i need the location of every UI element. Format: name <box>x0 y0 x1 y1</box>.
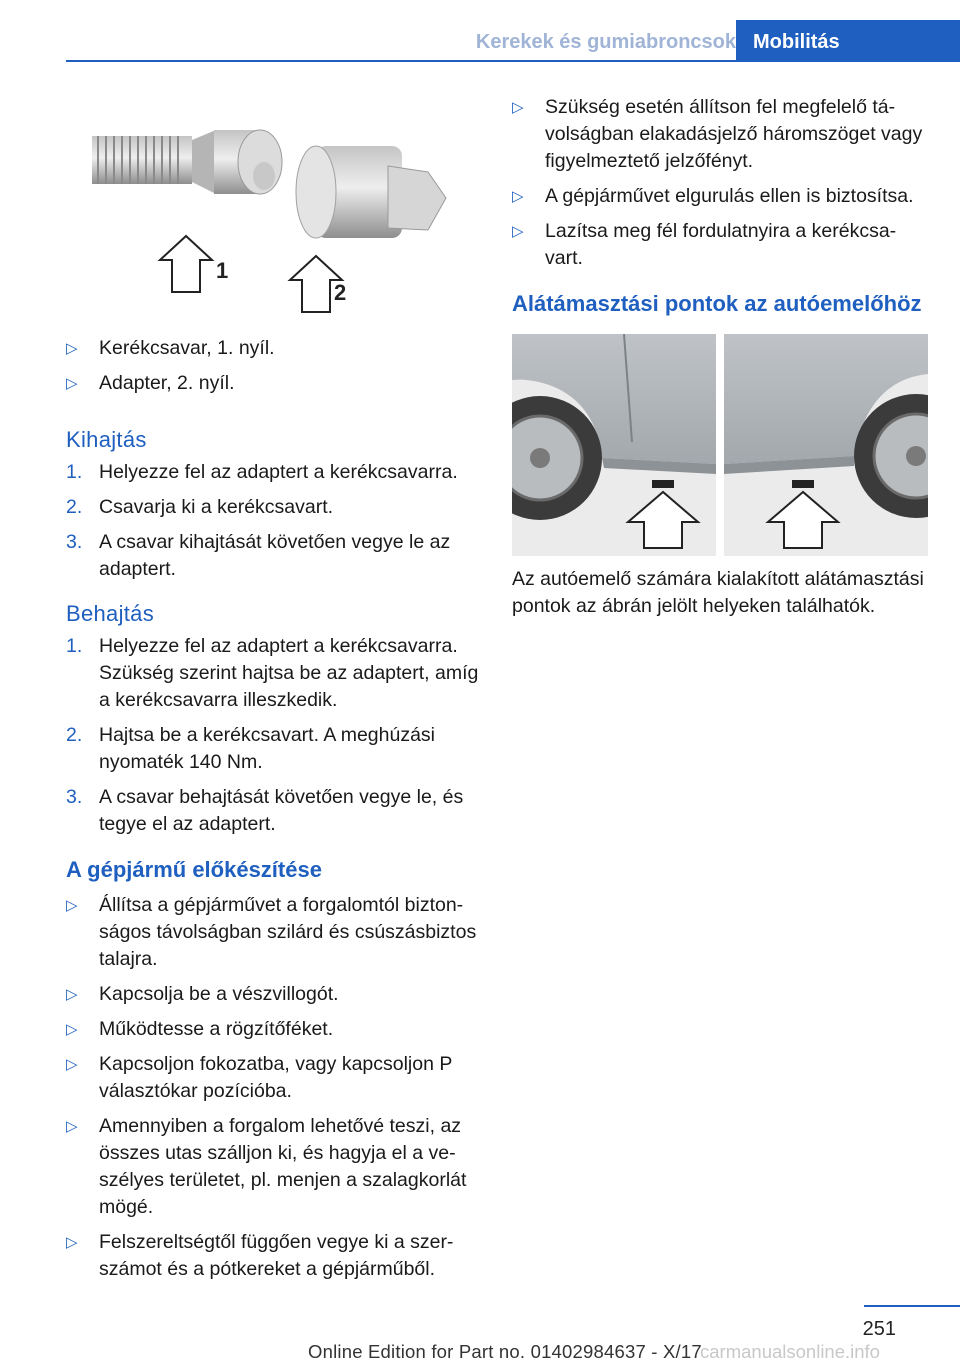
bullet-triangle-icon: ▷ <box>66 1234 78 1251</box>
bullet-triangle-icon: ▷ <box>66 1118 78 1135</box>
list-item: ▷ Működtesse a rögzítőféket. <box>66 1016 486 1043</box>
arrow-2-label: 2 <box>334 280 347 305</box>
wheel-bolt-adapter-figure <box>66 120 486 328</box>
list-item: ▷ Állítsa a gépjárművet a forgalomtól bizton-ságos távolságban szilárd és csúszásbiztos talajra. <box>66 894 477 970</box>
page-number: 251 <box>862 1318 896 1340</box>
header-rule <box>66 60 960 62</box>
list-item: 1. Helyezze fel az adaptert a kerékcsavarra. <box>66 461 458 483</box>
arrow-1-label: 1 <box>216 258 229 283</box>
left-column <box>66 120 486 1291</box>
bullet-triangle-icon: ▷ <box>66 897 78 914</box>
header-section-title: Kerekek és gumiabroncsok <box>475 31 736 53</box>
bullet-triangle-icon: ▷ <box>66 340 78 357</box>
list-item: 3. A csavar behajtását követően vegye le, és tegye el az adaptert. <box>66 786 464 835</box>
alatamasztas-text: Az autóemelő számára kialakított alátámasztási pontok az ábrán jelölt helyeken találhatók. <box>512 568 924 617</box>
list-item: ▷ Kapcsoljon fokozatba, vagy kapcsoljon P választókar pozícióba. <box>66 1053 453 1102</box>
header-tab-mobilitas[interactable]: Mobilitás <box>736 20 960 62</box>
right-list <box>512 94 932 272</box>
behajtas-steps <box>66 633 486 838</box>
footer-rule <box>864 1305 960 1307</box>
jack-points-figure <box>512 334 928 556</box>
right-column <box>512 94 932 620</box>
list-item: ▷ Kerékcsavar, 1. nyíl. <box>66 335 486 362</box>
bullet-triangle-icon: ▷ <box>512 223 524 240</box>
wheel-bolt-drawing <box>92 130 282 194</box>
list-item: ▷ Felszereltségtől függően vegye ki a szer-számot és a pótkereket a gépjárműből. <box>66 1231 454 1280</box>
bullet-triangle-icon: ▷ <box>66 1056 78 1073</box>
arrow-2-icon <box>290 256 346 312</box>
list-item: 2. Hajtsa be a kerékcsavart. A meghúzási nyomaték 140 Nm. <box>66 724 436 773</box>
elokeszites-heading: A gépjármű előkészítése <box>66 857 322 882</box>
left-panel-drawing <box>512 334 716 556</box>
arrow-1-icon <box>160 236 228 292</box>
bullet-triangle-icon: ▷ <box>512 99 524 116</box>
watermark-text: carmanualsonline.info <box>700 1341 880 1362</box>
list-item: ▷ A gépjárművet elgurulás ellen is biztosítsa. <box>512 183 932 210</box>
list-item: 2. Csavarja ki a kerékcsavart. <box>66 496 334 518</box>
kihajtas-steps <box>66 459 486 583</box>
bullet-triangle-icon: ▷ <box>512 188 524 205</box>
list-item: 3. A csavar kihajtását követően vegye le az adaptert. <box>66 531 451 580</box>
list-item: ▷ Kapcsolja be a vészvillogót. <box>66 981 486 1008</box>
list-item: ▷ Amennyiben a forgalom lehetővé teszi, az összes utas szálljon ki, és hagyja el a ve-szélyes területet, pl. menjen a szalagkorlát mögé. <box>66 1115 467 1218</box>
right-panel-drawing <box>724 334 928 556</box>
edition-text: Online Edition for Part no. 01402984637 - X/17 <box>308 1341 702 1362</box>
elokeszites-list <box>66 892 486 1283</box>
behajtas-heading: Behajtás <box>66 601 155 626</box>
bullet-triangle-icon: ▷ <box>66 1021 78 1038</box>
bullet-triangle-icon: ▷ <box>66 375 78 392</box>
list-item: ▷ Szükség esetén állítson fel megfelelő tá-volságban elakadásjelző háromszöget vagy figyelmeztető jelzőfényt. <box>512 96 923 172</box>
list-item: ▷ Lazítsa meg fél fordulatnyira a kerékcsa-vart. <box>512 220 897 269</box>
adapter-drawing <box>296 146 446 238</box>
bullet-triangle-icon: ▷ <box>66 986 78 1003</box>
list-item: ▷ Adapter, 2. nyíl. <box>66 370 486 397</box>
kihajtas-heading: Kihajtás <box>66 427 147 452</box>
bolt-legend-list <box>66 335 486 397</box>
alatamasztas-heading: Alátámasztási pontok az autóemelőhöz <box>512 291 922 316</box>
list-item: 1. Helyezze fel az adaptert a kerékcsavarra. Szükség szerint hajtsa be az adaptert, amíg a kerékcsavarra illeszkedik. <box>66 635 479 711</box>
